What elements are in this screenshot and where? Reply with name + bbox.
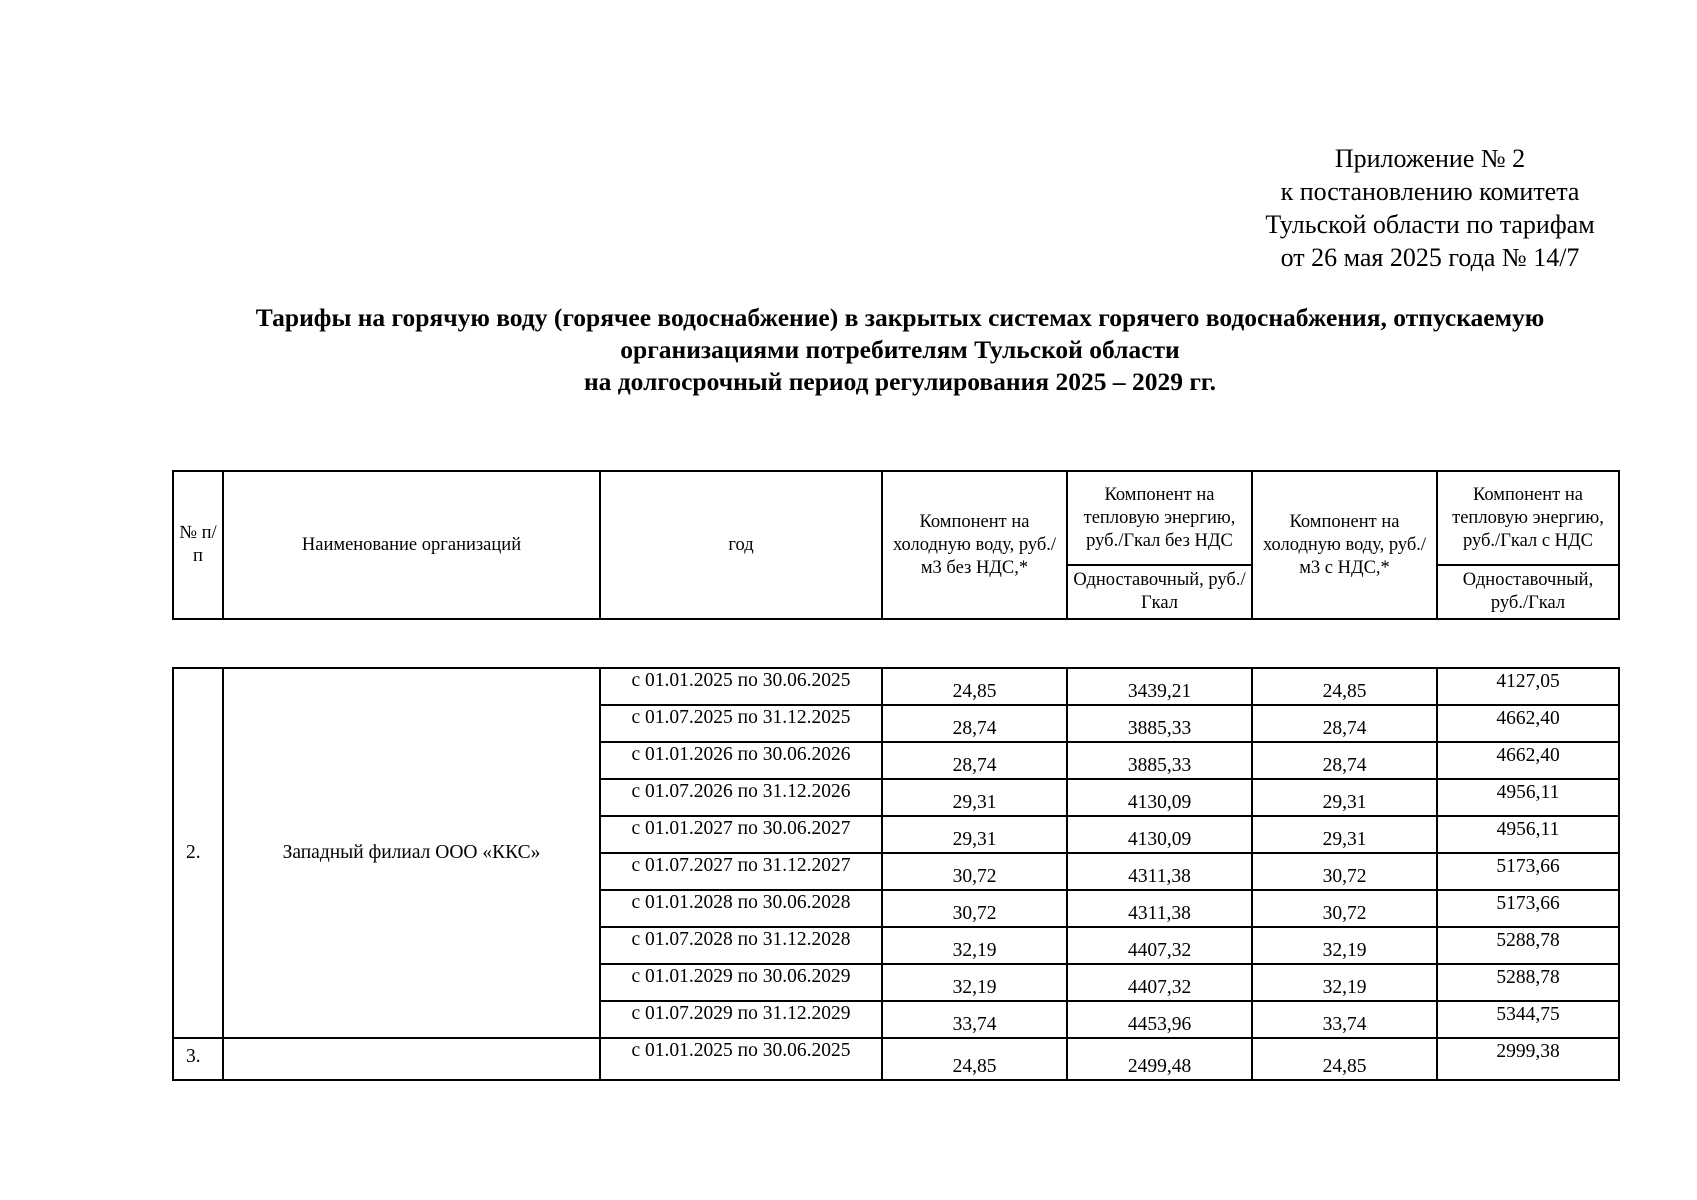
- period-cell: с 01.07.2029 по 31.12.2029: [600, 1001, 882, 1038]
- cold-water-vat: 30,72: [1252, 853, 1437, 890]
- row-number: 3.: [173, 1038, 223, 1080]
- heat-energy-vat: 2999,38: [1437, 1038, 1619, 1080]
- period-cell: с 01.01.2026 по 30.06.2026: [600, 742, 882, 779]
- cold-water-no-vat: 24,85: [882, 1038, 1067, 1080]
- period-cell: с 01.07.2028 по 31.12.2028: [600, 927, 882, 964]
- tariff-header-table: [172, 470, 1620, 620]
- period-cell: с 01.07.2026 по 31.12.2026: [600, 779, 882, 816]
- heat-energy-no-vat: 3439,21: [1067, 668, 1252, 705]
- period-cell: с 01.07.2027 по 31.12.2027: [600, 853, 882, 890]
- header-year: год: [600, 471, 882, 619]
- cold-water-no-vat: 29,31: [882, 816, 1067, 853]
- title-line: организациями потребителям Тульской области: [620, 335, 1180, 364]
- appendix-reference: [1180, 142, 1680, 274]
- header-num: № п/п: [173, 471, 223, 619]
- header-single-rate: Одноставочный, руб./Гкал: [1067, 565, 1252, 619]
- period-cell: с 01.01.2025 по 30.06.2025: [600, 668, 882, 705]
- title-line: Тарифы на горячую воду (горячее водоснабжение) в закрытых системах горячего водоснабжения, отпускаемую: [255, 303, 1545, 332]
- heat-energy-no-vat: 2499,48: [1067, 1038, 1252, 1080]
- heat-energy-vat: 4956,11: [1437, 816, 1619, 853]
- appendix-line: Приложение № 2: [1334, 144, 1526, 173]
- cold-water-vat: 24,85: [1252, 1038, 1437, 1080]
- period-cell: с 01.01.2029 по 30.06.2029: [600, 964, 882, 1001]
- heat-energy-no-vat: 4407,32: [1067, 927, 1252, 964]
- cold-water-no-vat: 30,72: [882, 890, 1067, 927]
- heat-energy-no-vat: 4130,09: [1067, 779, 1252, 816]
- heat-energy-no-vat: 3885,33: [1067, 742, 1252, 779]
- heat-energy-vat: 5344,75: [1437, 1001, 1619, 1038]
- cold-water-no-vat: 32,19: [882, 927, 1067, 964]
- period-cell: с 01.01.2025 по 30.06.2025: [600, 1038, 882, 1080]
- cold-water-no-vat: 28,74: [882, 742, 1067, 779]
- cold-water-no-vat: 32,19: [882, 964, 1067, 1001]
- heat-energy-vat: 4662,40: [1437, 705, 1619, 742]
- cold-water-vat: 30,72: [1252, 890, 1437, 927]
- cold-water-vat: 28,74: [1252, 705, 1437, 742]
- header-single-rate: Одноставочный, руб./Гкал: [1437, 565, 1619, 619]
- cold-water-vat: 33,74: [1252, 1001, 1437, 1038]
- heat-energy-vat: 4662,40: [1437, 742, 1619, 779]
- heat-energy-vat: 5173,66: [1437, 890, 1619, 927]
- cold-water-vat: 24,85: [1252, 668, 1437, 705]
- header-heat-no-vat: Компонент на тепловую энергию, руб./Гкал без НДС: [1067, 471, 1252, 565]
- appendix-line: к постановлению комитета: [1280, 177, 1580, 206]
- heat-energy-vat: 5288,78: [1437, 927, 1619, 964]
- heat-energy-vat: 4127,05: [1437, 668, 1619, 705]
- cold-water-no-vat: 28,74: [882, 705, 1067, 742]
- row-number: 2.: [173, 668, 223, 1038]
- header-org: Наименование организаций: [223, 471, 600, 619]
- heat-energy-no-vat: 4311,38: [1067, 890, 1252, 927]
- tariff-data-table: [172, 667, 1620, 1081]
- cold-water-no-vat: 30,72: [882, 853, 1067, 890]
- organization-name: Западный филиал ООО «ККС»: [223, 668, 600, 1038]
- cold-water-no-vat: 33,74: [882, 1001, 1067, 1038]
- cold-water-vat: 29,31: [1252, 779, 1437, 816]
- table-row: [173, 668, 1619, 705]
- header-cold-no-vat: Компонент на холодную воду, руб./м3 без НДС,*: [882, 471, 1067, 619]
- appendix-line: Тульской области по тарифам: [1265, 210, 1595, 239]
- organization-name: [223, 1038, 600, 1080]
- cold-water-no-vat: 29,31: [882, 779, 1067, 816]
- heat-energy-no-vat: 3885,33: [1067, 705, 1252, 742]
- title-line: на долгосрочный период регулирования 2025 – 2029 гг.: [583, 367, 1217, 396]
- heat-energy-no-vat: 4453,96: [1067, 1001, 1252, 1038]
- period-cell: с 01.01.2028 по 30.06.2028: [600, 890, 882, 927]
- heat-energy-no-vat: 4311,38: [1067, 853, 1252, 890]
- cold-water-no-vat: 24,85: [882, 668, 1067, 705]
- heat-energy-no-vat: 4407,32: [1067, 964, 1252, 1001]
- cold-water-vat: 29,31: [1252, 816, 1437, 853]
- table-row: [173, 1038, 1619, 1080]
- heat-energy-vat: 5173,66: [1437, 853, 1619, 890]
- heat-energy-vat: 5288,78: [1437, 964, 1619, 1001]
- header-cold-vat: Компонент на холодную воду, руб./м3 с НДС,*: [1252, 471, 1437, 619]
- cold-water-vat: 32,19: [1252, 964, 1437, 1001]
- appendix-line: от 26 мая 2025 года № 14/7: [1280, 243, 1580, 272]
- heat-energy-no-vat: 4130,09: [1067, 816, 1252, 853]
- period-cell: с 01.01.2027 по 30.06.2027: [600, 816, 882, 853]
- heat-energy-vat: 4956,11: [1437, 779, 1619, 816]
- cold-water-vat: 32,19: [1252, 927, 1437, 964]
- period-cell: с 01.07.2025 по 31.12.2025: [600, 705, 882, 742]
- cold-water-vat: 28,74: [1252, 742, 1437, 779]
- header-heat-vat: Компонент на тепловую энергию, руб./Гкал с НДС: [1437, 471, 1619, 565]
- document-title: [150, 302, 1650, 398]
